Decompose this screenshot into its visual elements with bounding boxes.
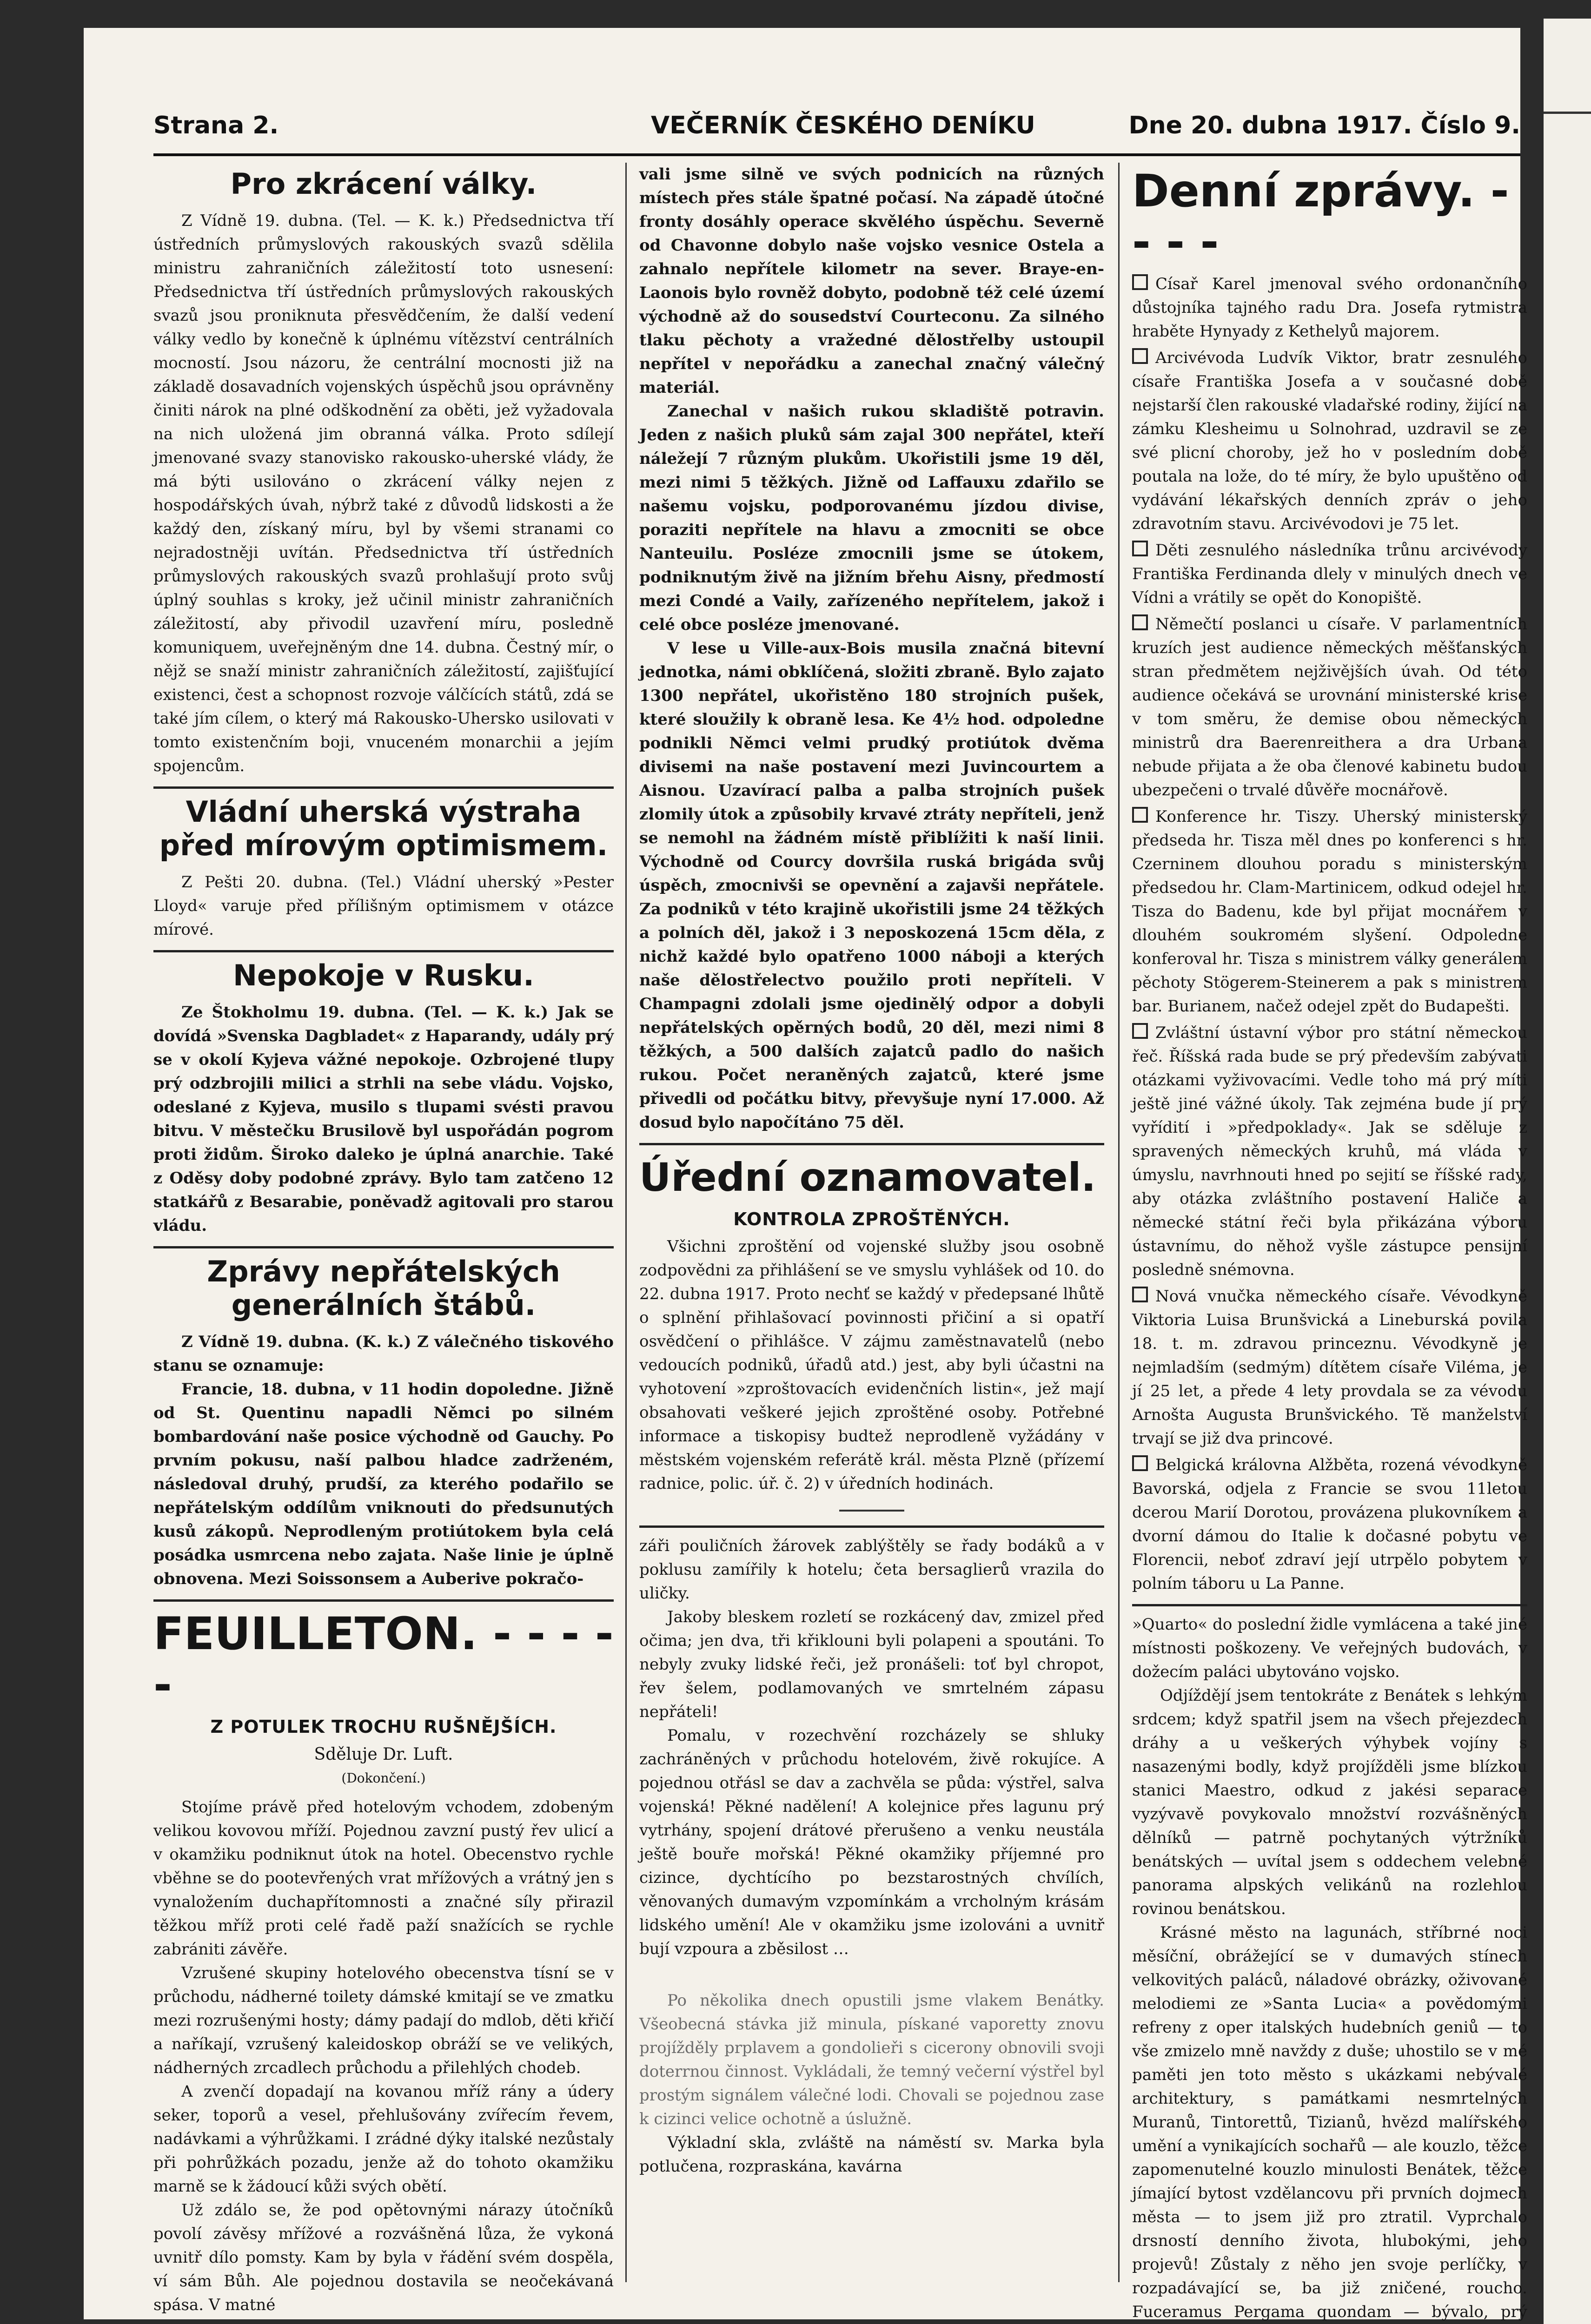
column-3 <box>1132 163 1527 2321</box>
feuilleton-paragraph: Pomalu, v rozechvění rozcházely se shluky zachráněných v průchodu hotelovém, živě rokujíce. A pojednou otřásl se dav a zachvěla se půda: výstřel, salva vojenská! Pěkné nadělení! A kolejnice přes lagunu prý vytrhány, spojení drátové přerušeno a venku neustála ještě bouře mořská! Pěkné okamžiky příjemné pro cizince, dychtícího po bezstarostných chvílích, věnovaných dumavým vzpomínkám a vrcholným krásám lidského umění! Ale v okamžiku jsme izolováni a uvnitř bují vzpoura a zběsilost … <box>639 1726 1104 1958</box>
feuilleton-paragraph: záři pouličních žárovek zablýštěly se řady bodáků a v poklusu zamířily k hotelu; četa bersaglierů vrazila do uličky. <box>639 1537 1104 1603</box>
article-continuation: Zanechal v našich rukou skladiště potravin. Jeden z našich pluků sám zajal 300 nepřátel, kteří náležejí 7 různým plukům. Ukořistili jsme 19 děl, mezi nimi 5 těžkých. Jižně od Laffauxu zdařilo se našemu vojsku, podporovanému jízdou divise, poraziti nepřítele na hlavu a zmocniti se obce Nanteuilu. Posléze zmocnili jsme se útokem, podniknutým živě na jižním břehu Aisny, předmostí mezi Condé a Vaily, zařízeného nepřítelem, jakož i celé obce posléze jmenované. <box>639 402 1104 634</box>
article-body: Z Vídně 19. dubna. (Tel. — K. k.) Předsednictva tří ústředních průmyslových rakouských svazů sdělila ministru zahraničních záležitostí toto usnesení: Předsednictva tří ústředních průmyslových rakouských svazů jsou proniknuta přesvědčením, že další vedení války vedlo by konečně k úplnému vítězství centrálních mocností. Jsou názoru, že centrální mocnosti již na základě dosavadních vojenských úspěchů jsou oprávněny činiti nárok na plné odškodnění za oběti, jež vyžadovala na nich uložená jim obranná válka. Proto sdílejí jmenované svazy stanovisko rakousko-uherské vlády, že má býti usilováno o zkrácení války nejen z hospodářských úvah, nýbrž také z důvodů lidskosti a že každý den, získaný míru, byl by všemi stranami co nejradostněji uvítán. Předsednictva tří ústředních průmyslových rakouských svazů prohlašují proto svůj úplný souhlas s kroky, jež učinil ministr zahraničních záležitostí, aby přivodil uzavření míru, posledně komuniquem, uveřejněným dne 14. dubna. Čestný mír, o nějž se snaží ministr zahraničních záležitostí, zajišťující existenci, čest a schopnost rozvoje válčících států, zdá se také jím cílem, o který má Rakousko-Uhersko usilovati v tomto existenčním boji, vnuceném monarchii a jejím spojencům. <box>153 211 614 775</box>
column-1 <box>153 163 614 2314</box>
square-bullet-icon <box>1132 614 1148 630</box>
feuilleton-paragraph: Odjíždějí jsem tentokráte z Benátek s lehkým srdcem; když spatřil jsem na všech přejezdech dráhy a u veškerých výhybek vojíny s nasazenými bodly, když projížděli jsme blízkou stanici Maestro, odkud z jakési separace vyzývavě povykovalo množství rozvášněných dělníků — patrně pochytaných výtržníků benátských — uvítal jsem s oddechem velebné panorama alpských velikánů na rozlehlou rovinou benátskou. <box>1132 1686 1527 1918</box>
square-bullet-icon <box>1132 1287 1148 1302</box>
article-separator <box>153 786 614 789</box>
feuilleton-paragraph: Po několika dnech opustili jsme vlakem Benátky. Všeobecná stávka již minula, pískané vaporetty znovu projížděly prplavem a gondolieři s cicerony obnovili svoji doterrnou činnost. Vykládali, že temný večerní výstřel byl prostým signálem válečné lodi. Chovali se pojednou zase k cizinci velice ochotně a úslužně. <box>639 1991 1104 2128</box>
news-item-text: Němečtí poslanci u císaře. V parlamentních kruzích jest audience německých měšťanských stran předmětem nejživějších úvah. Od této audience očekává se urovnání ministerské krise v tom směru, že demise obou německých ministrů dra Baerenreithera a dra Urbana nebude přijata a že oba členové kabinetu budou ubezpečeni o trvalé důvěře mocnářově. <box>1132 615 1527 799</box>
notice-title: Úřední oznamovatel. <box>639 1155 1096 1200</box>
column-rule-2 <box>1118 163 1120 2282</box>
news-item-text: Nová vnučka německého císaře. Vévodkyně Viktoria Luisa Brunšvická a Lineburská povila 18. t. m. zdravou princeznu. Vévodkyně je nejmladším (sedmým) dítětem císaře Viléma, je jí 25 let, a přede 4 lety provdala se za vévodu Arnošta Augusta Brunšvického. Tě manželství trvají se již dva princové. <box>1132 1287 1527 1448</box>
feuilleton-paragraph: Stojíme právě před hotelovým vchodem, zdobeným velikou kovovou mříží. Pojednou zavzní pustý řev ulicí a v okamžiku podniknut útok na hotel. Obecenstvo rychle vběhne se do pootevřených vrat mřížových a vrátný jen s vynaložením duchapřítomnosti a značné síly přirazil těžkou mříž proti celé řadě paží snažících se rychle zabrániti závěře. <box>153 1798 614 1959</box>
article-title: Nepokoje v Rusku. <box>233 958 534 992</box>
column-2 <box>639 163 1104 2301</box>
feuilleton-paragraph: Krásné město na lagunách, stříbrné noci měsíční, obrážející se v dumavých stínech velkovitých paláců, náladové obrázky, oživované melodiemi ze »Santa Lucia« a povědomými refreny z oper italských hudebních geniů — to vše zmizelo mně navždy z duše; uhostilo se v mé paměti jen toto město s ukázkami nebývalé architektury, s památkami nesmrtelných Muranů, Tintorettů, Tizianů, hvězd malířského umění a vynikajících sochařů — ale kouzlo, těžce zapomenutelné kouzlo minulosti Benátek, těžce jímající bytost vzdělancovu při prvních dojmech města — to jsem již pro ztratil. Vyprchalo drsností denního života, hlubokými, jeho projevů! Zůstaly z něho jen svoje perlíčky, v rozpadávající se, ba již zničené, roucho. Fuceramus Pergama quondam — bývalo, prý <box>1132 1923 1527 2321</box>
feuilleton-paragraph: A zvenčí dopadají na kovanou mříž rány a údery seker, toporů a vesel, přehlušovány zvířecím řevem, nadávkami a výhrůžkami. I zrádné dýky italské nezůstaly při pohrůžkách pozadu, jenže až do tohoto okamžiku marně se k žádoucí kůži svých obětí. <box>153 2082 614 2196</box>
square-bullet-icon <box>1132 541 1148 556</box>
page-header <box>153 98 1520 156</box>
feuilleton-paragraph: »Quarto« do poslední židle vymlácena a také jiné místnosti poškozeny. Ve veřejných budovách, v dožecím paláci ubytováno vojsko. <box>1132 1615 1527 1681</box>
section-separator <box>153 1599 614 1602</box>
feuilleton-title: FEUILLETON. - - - - - <box>153 1608 614 1711</box>
news-item-text: Arcivévoda Ludvík Viktor, bratr zesnulého císaře Františka Josefa a v současné době nejstarší člen rakouské vladařské rodiny, žijící na zámku Klesheimu u Solnohrad, uzdravil se ze své plicní choroby, jež ho v posledním době poutala na lože, do té míry, že bylo upuštěno od vydávání lékařských denních zpráv o jeho zdravotním stavu. Arcivévodovi je 75 let. <box>1132 349 1527 533</box>
column-rule-1 <box>625 163 627 2282</box>
news-item <box>1132 1021 1527 1282</box>
feuilleton-paragraph: Už zdálo se, že pod opětovnými nárazy útočníků povolí závěsy mřížové a rozvášněná lůza, že vykoná uvnitř dílo pomsty. Kam by byla v řádění svém dospěla, ví sám Bůh. Ale pojednou dostavila se neočekávaná spása. V matné <box>153 2201 614 2314</box>
newspaper-page <box>84 28 1527 2321</box>
short-separator <box>839 1510 904 1512</box>
square-bullet-icon <box>1132 274 1148 290</box>
feuilleton-paragraph: Vzrušené skupiny hotelového obecenstva tísní se v průchodu, nádherné toilety dámské kmitají se ve zmatku mezi rozrušenými hosty; dámy padají do mdlob, děti křičí a naříkají, vzrušený kaleidoskop obráží se ve velikých, nádherných zrcadlech průchodu a přilehlých chodeb. <box>153 1964 614 2077</box>
news-item <box>1132 613 1527 802</box>
article-title: Vládní uherská výstraha před mírovým optimismem. <box>159 795 608 862</box>
article-continuation: vali jsme silně ve svých podnicích na různých místech přes stále špatné počasí. Na západě útočné fronty dosáhly operace skvělého úspěchu. Severně od Chavonne dobylo naše vojsko vesnice Ostela a zahnalo nepřítele kilometr na sever. Braye-en-Laonois bylo rovněž dobyto, podobně též celé území východně až do sousedství Courteconu. Za silného tlaku pěchoty a vražedné dělostřelby ustoupil nepřítel v nepořádku a zanechal značný válečný materiál. <box>639 165 1104 397</box>
article-body: Z Pešti 20. dubna. (Tel.) Vládní uherský »Pester Lloyd« varuje před přílišným optimismem v otázce mírové. <box>153 873 614 939</box>
article-separator <box>153 1246 614 1248</box>
news-item <box>1132 346 1527 536</box>
newspaper-masthead: VEČERNÍK ČESKÉHO DENÍKU <box>651 112 1035 139</box>
section-title: Denní zprávy. - - - - <box>1132 165 1509 268</box>
news-item <box>1132 272 1527 343</box>
notice-body: Všichni zproštění od vojenské služby jsou osobně zodpovědni za přihlášení se ve smyslu vyhlášek od 10. do 22. dubna 1917. Proto nechť se každý v předepsané lhůtě o splnění přihlašovací povinnosti přičiní a si opatří osvědčení o přihlášce. V zájmu zaměstnavatelů (nebo vedoucích podniků, úřadů atd.) jest, aby byli účastni na vyhotovení »zproštovacích evidenčních listin«, jež mají obsahovati veškeré jejich zproštěné osoby. Potřebné informace a tiskopisy budtež neprodleně vyžádány v městském vojenském referátě král. města Plzně (přízemí radnice, polic. úř. č. 2) v úředních hodinách. <box>639 1237 1104 1493</box>
feuilleton-title-text: FEUILLETON. <box>153 1608 477 1660</box>
page-number: Strana 2. <box>153 112 279 139</box>
square-bullet-icon <box>1132 1023 1148 1039</box>
feuilleton-paragraph: Výkladní skla, zvláště na náměstí sv. Marka byla potlučena, rozpraskána, kavárna <box>639 2133 1104 2176</box>
article-title: Pro zkrácení války. <box>230 167 537 201</box>
issue-date: Dne 20. dubna 1917. Číslo 9. <box>1128 112 1520 139</box>
notice-subtitle: KONTROLA ZPROŠTĚNÝCH. <box>733 1209 1010 1229</box>
feuilleton-note: (Dokončení.) <box>341 1770 426 1786</box>
article-body: Francie, 18. dubna, v 11 hodin dopoledne. Jižně od St. Quentinu napadli Němci po silném bombardování naše posice východně od Gauchy. Po prvním pokusu, naší palbou hladce zadrženém, následoval druhý, prudší, za kterého podařilo se nepřátelským oddílům vniknouti do předsunutých kusů zákopů. Neprodleným protiútokem byla celá posádka usmrcena nebo zajata. Naše linie je úplně obnovena. Mezi Soissonsem a Auberive pokračo- <box>153 1380 614 1588</box>
feuilleton-subtitle: Z POTULEK TROCHU RUŠNĚJŠÍCH. <box>210 1717 557 1737</box>
news-item <box>1132 1285 1527 1451</box>
feuilleton-author: Sděluje Dr. Luft. <box>314 1745 453 1764</box>
adjacent-page-edge <box>1544 19 1591 2324</box>
article-title: Zprávy nepřátelských generálních štábů. <box>207 1254 560 1322</box>
section-separator <box>639 1143 1104 1145</box>
article-continuation: V lese u Ville-aux-Bois musila značná bitevní jednotka, námi obklíčená, složiti zbraně. Bylo zajato 1300 nepřátel, ukořistěno 180 strojních pušek, které sloužily k obraně lesa. Ke 4½ hod. odpoledne podnikli Němci velmi prudký protiútok dvěma divisemi na naše postavení mezi Juvincourtem a Aisnou. Uzavírací palba a palba strojních pušek zlomily útok a způsobily krvavé ztráty nepříteli, jenž se nemohl na žádném místě přiblížiti k naší linii. Východně od Courcy dovršila ruská brigáda svůj úspěch, zmocnivši se opevnění a zajavši nepřátele. Za podniků v této krajině ukořistili jsme 24 těžkých a polních děl, jakož i 3 neposkozená 15cm děla, z nichž každé bylo opatřeno 1000 náboji a kterých naše dělostřelectvo použilo proti nepříteli. V Champagni zdolali jsme ojedinělý odpor a dobyli nepřátelských opěrných bodů, 20 děl, mezi nimi 8 těžkých, a 500 dalších zajatců padlo do našich rukou. Počet neraněných zajatců, které jsme přivedli od počátku bitvy, převyšuje nyní 17.000. Až dosud bylo napočítáno 75 děl. <box>639 639 1104 1132</box>
section-separator <box>639 1525 1104 1528</box>
article-separator <box>153 950 614 952</box>
paragraph-gap <box>639 1961 1104 1989</box>
section-title-text: Denní zprávy. <box>1132 165 1475 217</box>
news-item-text: Děti zesnulého následníka trůnu arcivévody Františka Ferdinanda dlely v minulých dnech ve Vídni a vrátily se opět do Konopiště. <box>1132 541 1527 607</box>
adjacent-page-rule <box>1544 112 1591 114</box>
news-item-text: Konference hr. Tiszy. Uherský ministerský předseda hr. Tisza měl dnes po konferenci s hr. Czerninem dlouhou poradu s ministerským předsedou hr. Clam-Martinicem, odkud odejel hr. Tisza do Badenu, kde byl přijat mocnářem v dlouhém soukromém slyšení. Odpoledne konferoval hr. Tisza s ministrem války generálem pěchoty Stögerem-Steinerem a pak s ministrem bar. Burianem, načež odejel zpět do Budapešti. <box>1132 807 1527 1016</box>
news-item-text: Zvláštní ústavní výbor pro státní německou řeč. Říšská rada bude se prý především zabývati otázkami vyživovacími. Vedle toho má prý míti ještě jiné vážné úkoly. Tak zejména bude jí prý vyřídití i »předpoklady«. Jak se sděluje z spravených německých kruhů, má vláda v úmyslu, navrhnouti hned po sejití se říšské rady, aby otázka zvláštního postavení Haliče a německé státní řeči byla přikázána výboru ústavnímu, do něhož vyšle zástupce pensijní posledně snémovna. <box>1132 1023 1527 1279</box>
news-item <box>1132 539 1527 610</box>
news-item-text: Císař Karel jmenoval svého ordonančního důstojníka tajného radu Dra. Josefa rytmistra hraběte Hynyady z Kethelyů majorem. <box>1132 275 1527 341</box>
feuilleton-paragraph: Jakoby bleskem rozletí se rozkácený dav, zmizel před očima; jen dva, tři křiklouni byli polapeni a spoutáni. To nebyly zvuky lidské řeči, jež pronášeli: toť byl chropot, řev šelem, podlamovaných ve smrtelném zápasu nepřáteli! <box>639 1608 1104 1721</box>
square-bullet-icon <box>1132 1455 1148 1471</box>
news-item <box>1132 805 1527 1018</box>
article-body: Ze Štokholmu 19. dubna. (Tel. — K. k.) Jak se dovídá »Svenska Dagbladet« z Haparandy, udály prý se v okolí Kyjeva vážné nepokoje. Ozbrojené tlupy prý odzbrojili milici a strhli na sebe vládu. Vojsko, odeslané z Kyjeva, musilo s tlupami svésti pravou bitvu. V městečku Brusilově byl uspořádán pogrom proti židům. Široko daleko je úplná anarchie. Také z Oděsy doby podobné zprávy. Bylo tam zatčeno 12 statkářů z Besarabie, poněvadž agitovali pro starou vládu. <box>153 1003 614 1235</box>
article-body: Z Vídně 19. dubna. (K. k.) Z válečného tiskového stanu se oznamuje: <box>153 1333 614 1375</box>
section-separator <box>1132 1604 1527 1606</box>
news-item-text: Belgická královna Alžběta, rozená vévodkyně Bavorská, odjela z Francie se svou 11letou dcerou Marií Dorotou, provázena plukovníkem a dvorní dámou do Italie k dočasné pobytu ve Florencii, neboť zdraví její utrpělo pobytem v polním táboru u La Panne. <box>1132 1456 1527 1593</box>
square-bullet-icon <box>1132 348 1148 364</box>
news-item <box>1132 1453 1527 1596</box>
square-bullet-icon <box>1132 807 1148 823</box>
